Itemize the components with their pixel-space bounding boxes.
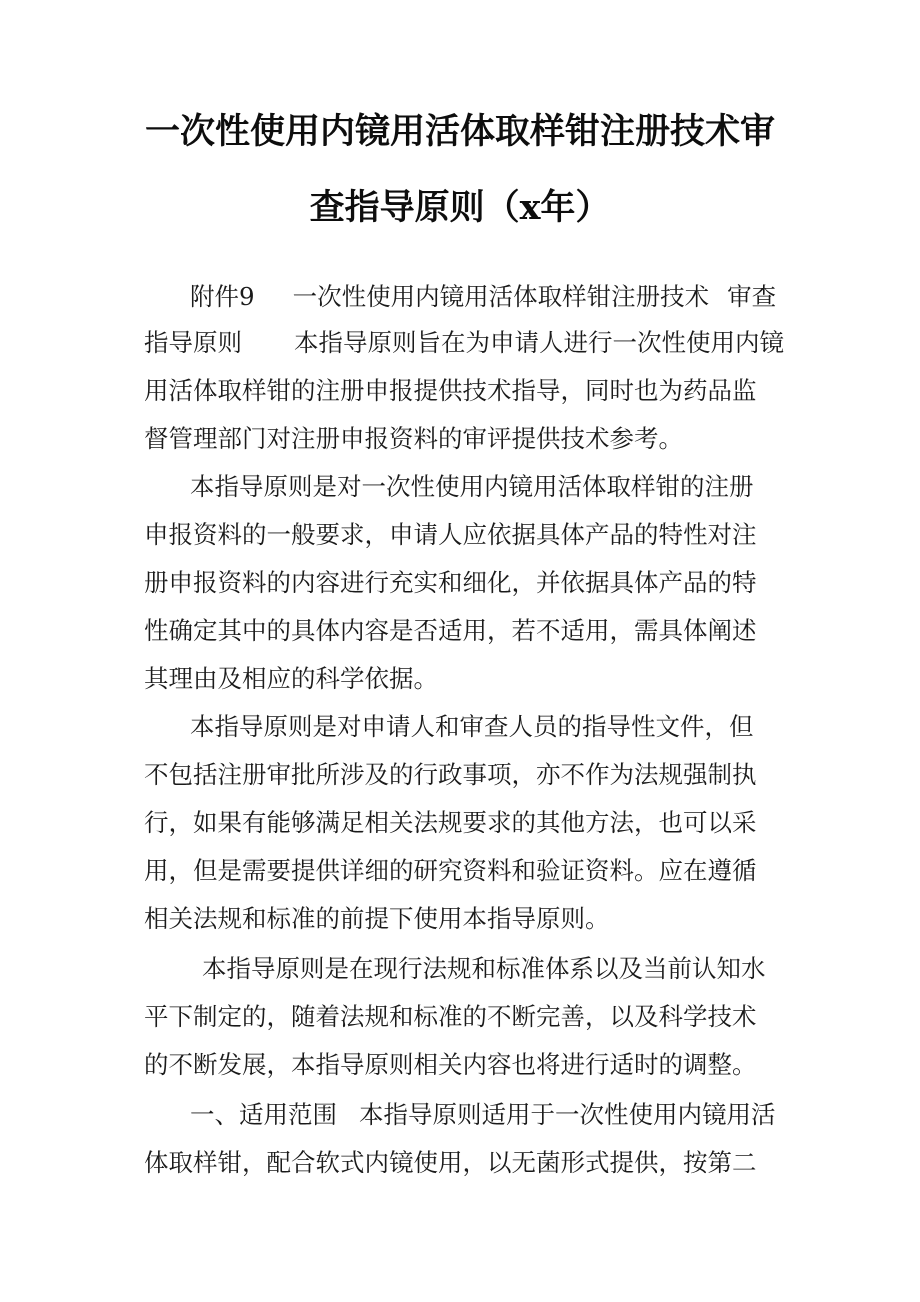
paragraph-text: 本指导原则旨在为申请人进行一次性使用内镜 — [294, 328, 784, 357]
body-line: 体取样钳，配合软式内镜使用，以无菌形式提供，按第二 — [144, 1148, 757, 1177]
document-title-line-1: 一次性使用内镜用活体取样钳注册技术审 — [144, 111, 775, 152]
body-line — [190, 1100, 776, 1130]
body-line: 行，如果有能够满足相关法规要求的其他方法，也可以采 — [144, 808, 757, 837]
body-line: 其理由及相应的科学依据。 — [144, 664, 438, 693]
body-line: 平下制定的，随着法规和标准的不断完善，以及科学技术 — [144, 1002, 757, 1031]
document-title-line-2: 查指导原则（x年） — [309, 187, 611, 228]
body-line: 本指导原则是对申请人和审查人员的指导性文件，但 — [190, 712, 754, 741]
body-line: 督管理部门对注册申报资料的审评提供技术参考。 — [144, 424, 683, 453]
body-line: 本指导原则是对一次性使用内镜用活体取样钳的注册 — [190, 472, 754, 501]
body-line: 相关法规和标准的前提下使用本指导原则。 — [144, 904, 610, 933]
body-line: 的不断发展，本指导原则相关内容也将进行适时的调整。 — [144, 1050, 757, 1079]
body-line: 不包括注册审批所涉及的行政事项，亦不作为法规强制执 — [144, 760, 757, 789]
body-line: 性确定其中的具体内容是否适用，若不适用，需具体阐述 — [144, 616, 757, 645]
body-line: 用活体取样钳的注册申报提供技术指导，同时也为药品监 — [144, 376, 757, 405]
attachment-title-part: 指导原则 — [144, 328, 242, 357]
body-line: 用，但是需要提供详细的研究资料和验证资料。应在遵循 — [144, 856, 757, 885]
body-line — [190, 282, 776, 312]
attachment-title-part: 一次性使用内镜用活体取样钳注册技术 — [292, 282, 710, 311]
body-line — [144, 328, 784, 358]
attachment-title-part: 审查 — [727, 282, 777, 311]
body-line: 册申报资料的内容进行充实和细化，并依据具体产品的特 — [144, 568, 757, 597]
attachment-label: 附件9 — [190, 282, 255, 311]
section-heading: 一、适用范围 — [190, 1100, 337, 1129]
body-line: 申报资料的一般要求，申请人应依据具体产品的特性对注 — [144, 520, 757, 549]
paragraph-text: 本指导原则适用于一次性使用内镜用活 — [359, 1100, 776, 1129]
body-line: 本指导原则是在现行法规和标准体系以及当前认知水 — [202, 954, 766, 983]
